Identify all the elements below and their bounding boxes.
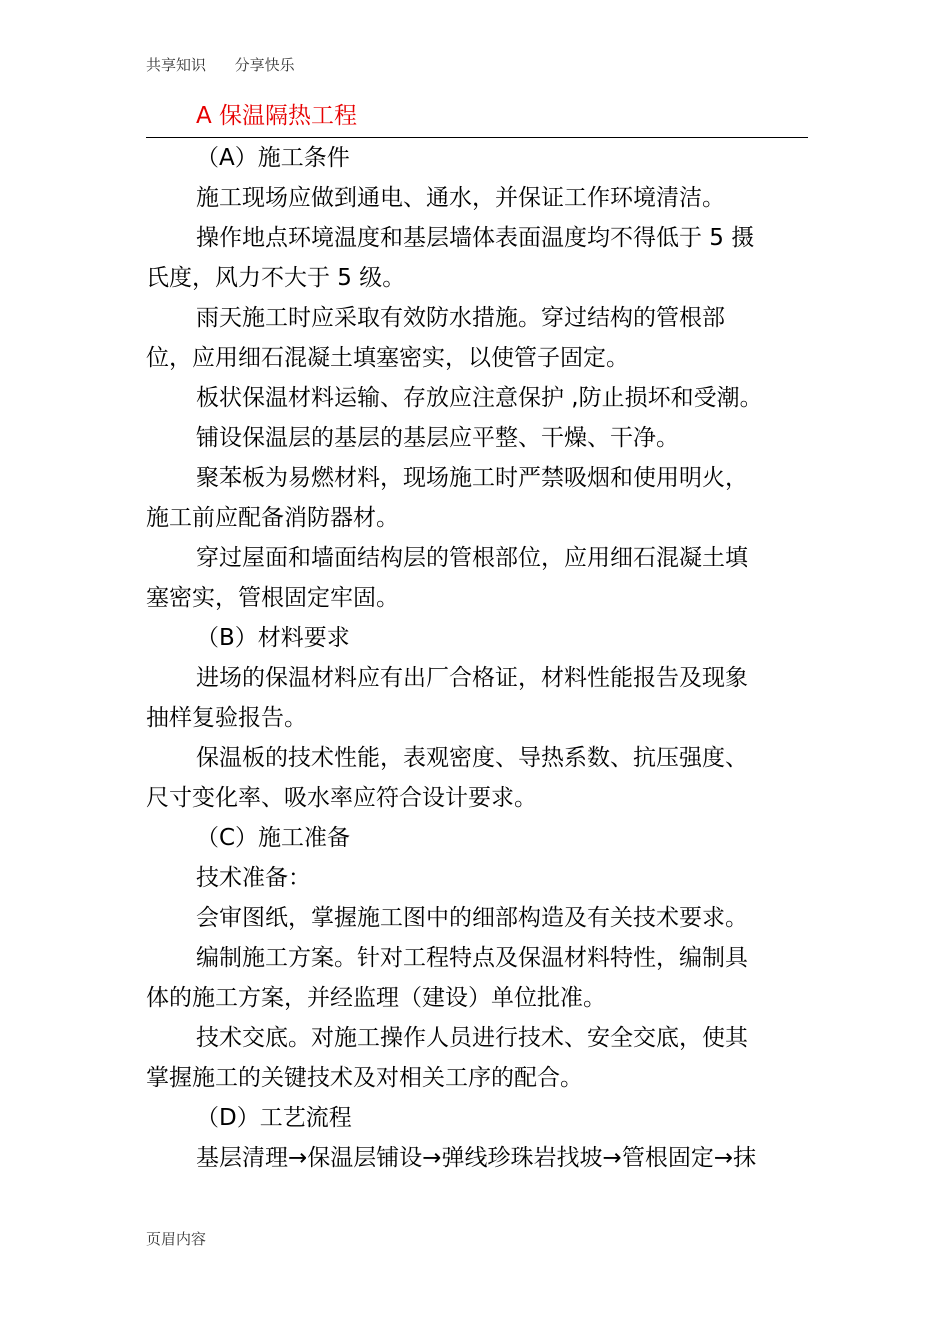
paragraph-line: 聚苯板为易燃材料，现场施工时严禁吸烟和使用明火， xyxy=(196,465,748,491)
section-heading-d: （D）工艺流程 xyxy=(196,1105,352,1131)
paragraph-line: 掌握施工的关键技术及对相关工序的配合。 xyxy=(146,1065,583,1091)
paragraph-line: 技术交底。对施工操作人员进行技术、安全交底，使其 xyxy=(196,1025,748,1051)
paragraph-line: 氏度，风力不大于 5 级。 xyxy=(146,265,406,291)
paragraph-line: 进场的保温材料应有出厂合格证，材料性能报告及现象 xyxy=(196,665,748,691)
paragraph-line: 尺寸变化率、吸水率应符合设计要求。 xyxy=(146,785,537,811)
paragraph-line: 铺设保温层的基层的基层应平整、干燥、干净。 xyxy=(196,425,679,451)
paragraph-line: 技术准备： xyxy=(196,865,311,891)
section-heading-a: （A）施工条件 xyxy=(196,145,350,171)
section-heading-c: （C）施工准备 xyxy=(196,825,351,851)
paragraph-line: 位，应用细石混凝土填塞密实，以使管子固定。 xyxy=(146,345,629,371)
paragraph-line: 会审图纸，掌握施工图中的细部构造及有关技术要求。 xyxy=(196,905,748,931)
paragraph-line: 施工现场应做到通电、通水，并保证工作环境清洁。 xyxy=(196,185,725,211)
paragraph-line: 板状保温材料运输、存放应注意保护 ,防止损坏和受潮。 xyxy=(196,385,763,411)
paragraph-line: 施工前应配备消防器材。 xyxy=(146,505,399,531)
paragraph-line: 雨天施工时应采取有效防水措施。穿过结构的管根部 xyxy=(196,305,725,331)
paragraph-line: 保温板的技术性能，表观密度、导热系数、抗压强度、 xyxy=(196,745,748,771)
document-body xyxy=(146,138,808,1178)
paragraph-line: 抽样复验报告。 xyxy=(146,705,307,731)
page-footer: 页眉内容 xyxy=(146,1230,207,1248)
paragraph-line: 操作地点环境温度和基层墙体表面温度均不得低于 5 摄 xyxy=(196,225,755,251)
paragraph-line: 穿过屋面和墙面结构层的管根部位，应用细石混凝土填 xyxy=(196,545,748,571)
document-title: A 保温隔热工程 xyxy=(196,103,358,129)
paragraph-line: 体的施工方案，并经监理（建设）单位批准。 xyxy=(146,985,606,1011)
section-heading-b: （B）材料要求 xyxy=(196,625,350,651)
paragraph-line: 塞密实，管根固定牢固。 xyxy=(146,585,399,611)
paragraph-line: 编制施工方案。针对工程特点及保温材料特性，编制具 xyxy=(196,945,748,971)
paragraph-line: 基层清理→保温层铺设→弹线珍珠岩找坡→管根固定→抹 xyxy=(196,1145,757,1171)
page-header: 共享知识 分享快乐 xyxy=(146,56,295,74)
